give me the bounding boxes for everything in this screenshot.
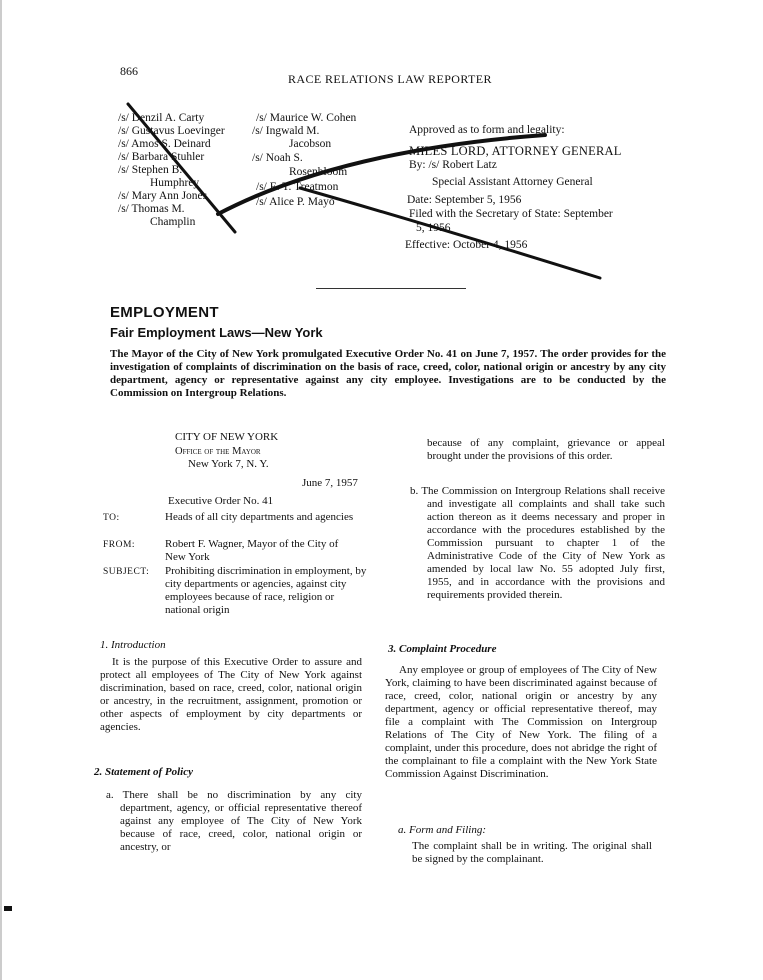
memo-from: Robert F. Wagner, Mayor of the City of New York — [165, 538, 339, 563]
signature-line: /s/ Gustavus Loevinger — [118, 125, 225, 137]
filed-line: Filed with the Secretary of State: September — [409, 208, 613, 220]
signature-line: Champlin — [150, 216, 196, 228]
order-number: Executive Order No. 41 — [168, 495, 274, 507]
memo-to: Heads of all city departments and agencies — [165, 511, 354, 523]
paragraph-policy-b: b. The Commission on Intergroup Relations shall receive and investigate all complaints and shall take such action thereon as it deems necessary and proper in accordance with the procedures established by the Commission pursuant to chapter 1 of the Administrative Code of the City of New York as amended by local law No. 55 adopted July first, 1955, and in accordance with the provisions and requirements provided therein. — [410, 485, 665, 601]
section-summary: The Mayor of the City of New York promulgated Executive Order No. 41 on June 7, 1957. The order provides for the investigation of complaints of discrimination on the basis of race, creed, color, national origin or ancestry by any city department, agency or representative against any city employee. Investigations are to be conducted by the Commission on Intergroup Relations. — [110, 348, 666, 399]
section-subtitle: Fair Employment Laws—New York — [110, 325, 323, 340]
paragraph-policy-a: a. There shall be no discrimination by any city department, agency, or official representative thereof against any employee of The City of New York because of race, creed, color, national origin or ancestry, or — [106, 789, 362, 853]
filed-date: 5, 1956 — [416, 222, 451, 234]
signature-line: /s/ Noah S. — [252, 152, 303, 164]
paragraph-policy-a-cont: because of any complaint, grievance or appeal brought under the provisions of this order. — [427, 437, 665, 462]
heading-form-filing: a. Form and Filing: — [398, 824, 486, 836]
paragraph-complaint-procedure: Any employee or group of employees of The City of New York, claiming to have been discriminated against because of race, creed, color, national origin or ancestry by any department, agency or official representative thereof, may file a complaint with The Commission on Intergroup Relations of The City of New York. The filing of a complaint, under this procedure, does not abridge the right of the complainant to file a complaint with the New York State Commission Against Discrimination. — [385, 664, 657, 780]
section-title: EMPLOYMENT — [110, 304, 219, 321]
page-number: 866 — [120, 64, 138, 78]
scan-edge — [0, 0, 2, 980]
approval-line: Approved as to form and legality: — [409, 124, 565, 136]
signature-line: /s/ Stephen B. — [118, 164, 183, 176]
heading-introduction: 1. Introduction — [100, 639, 166, 651]
effective-date: Effective: October 4, 1956 — [405, 239, 528, 251]
scan-mark — [4, 906, 12, 911]
signature-line: /s/ Barbara Stuhler — [118, 151, 205, 163]
signature-line: /s/ E. T. Treatmon — [256, 181, 339, 193]
signature-line: Rosenbloom — [289, 166, 348, 178]
order-office: Office of the Mayor — [175, 446, 261, 457]
signature-line: Humphrey — [150, 177, 200, 189]
signature-line: /s/ Maurice W. Cohen — [256, 112, 357, 124]
signature-line: Jacobson — [289, 138, 332, 150]
signature-line: /s/ Mary Ann Jones — [118, 190, 208, 202]
memo-subject-label: SUBJECT: — [103, 567, 150, 577]
signature-line: /s/ Alice P. Mayo — [256, 196, 335, 208]
divider — [316, 288, 466, 289]
memo-to-label: TO: — [103, 513, 120, 523]
approval-date: Date: September 5, 1956 — [407, 194, 522, 206]
order-date: June 7, 1957 — [302, 477, 358, 489]
attorney-general: MILES LORD, ATTORNEY GENERAL — [409, 144, 622, 158]
strike-through-marks — [0, 0, 763, 300]
running-head: RACE RELATIONS LAW REPORTER — [288, 72, 492, 86]
memo-subject: Prohibiting discrimination in employment, by city departments or agencies, against city employees because of race, religion or national origin — [165, 565, 367, 616]
order-address: New York 7, N. Y. — [188, 458, 269, 470]
signature-line: /s/ Denzil A. Carty — [118, 112, 205, 124]
signature-line: /s/ Amos S. Deinard — [118, 138, 211, 150]
approval-signer: By: /s/ Robert Latz — [409, 159, 497, 171]
approval-title: Special Assistant Attorney General — [432, 176, 593, 188]
heading-policy: 2. Statement of Policy — [94, 766, 193, 778]
heading-complaint-procedure: 3. Complaint Procedure — [388, 643, 497, 655]
memo-from-label: FROM: — [103, 540, 136, 550]
signature-line: /s/ Thomas M. — [118, 203, 185, 215]
signature-line: /s/ Ingwald M. — [252, 125, 320, 137]
paragraph-form-filing: The complaint shall be in writing. The original shall be signed by the complainant. — [412, 840, 652, 865]
order-city: CITY OF NEW YORK — [175, 431, 279, 443]
paragraph-introduction: It is the purpose of this Executive Order to assure and protect all employees of The City of New York against discrimination, based on race, creed, color, national origin or ancestry, in the recruitment, assignment, promotion or other aspects of employment by city departments or agencies. — [100, 656, 362, 733]
